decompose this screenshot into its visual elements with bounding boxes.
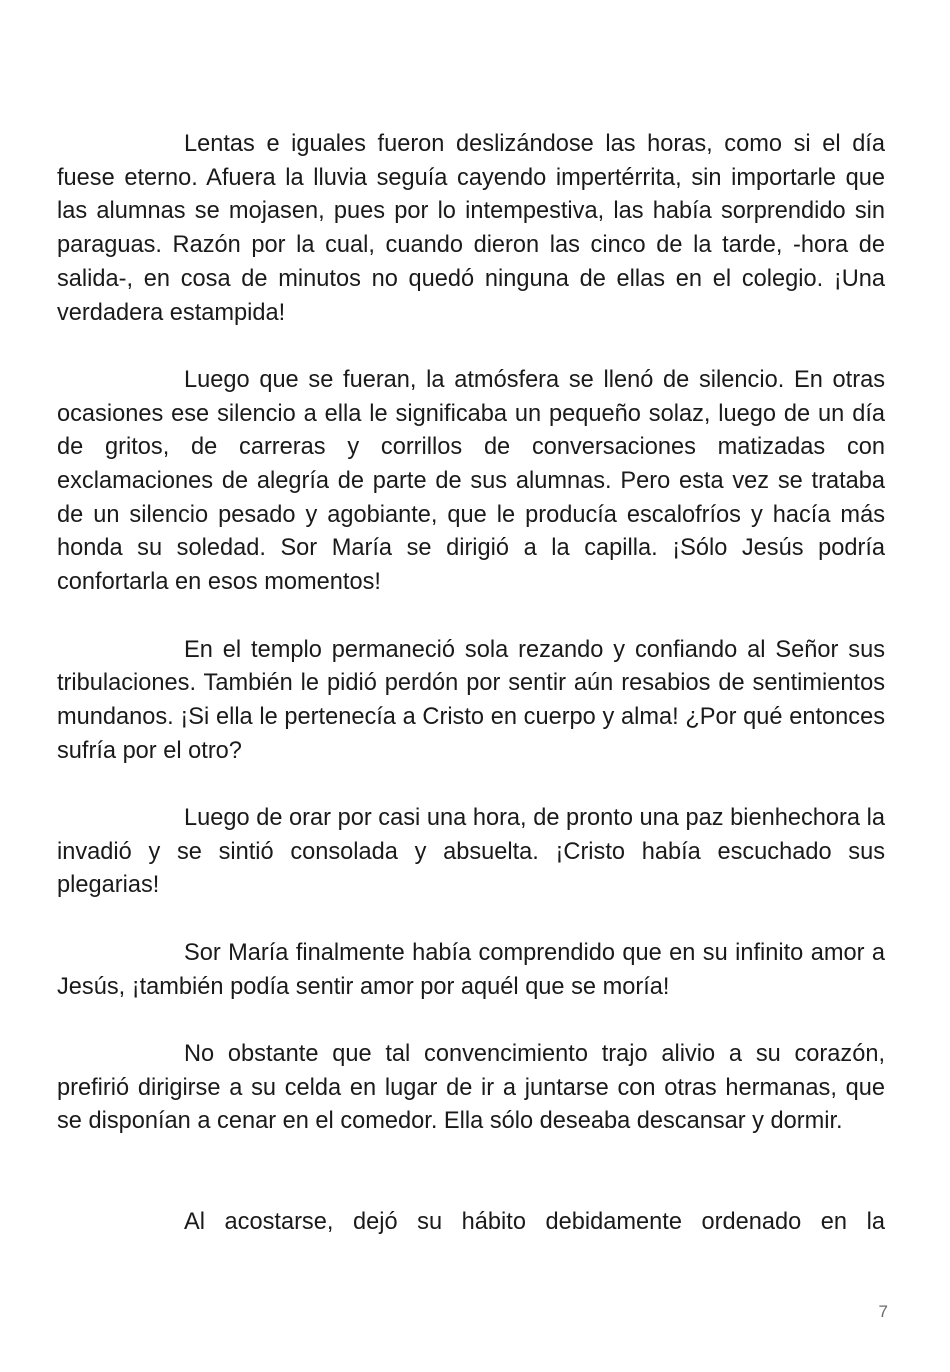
paragraph: Al acostarse, dejó su hábito debidamente ordenado en la [184, 1209, 885, 1236]
paragraph: En el templo permaneció sola rezando y confiando al Señor sus tribulaciones. También le pidió perdón por sentir aún resabios de sentimientos mundanos. ¡Si ella le pertenecía a Cristo en cuerpo y alma! ¿Por qué entonces sufría por el otro? [57, 636, 885, 764]
paragraph: No obstante que tal convencimiento trajo alivio a su corazón, prefirió dirigirse a su celda en lugar de ir a juntarse con otras hermanas, que se disponían a cenar en el comedor. Ella sólo deseaba descansar y dormir. [57, 1040, 885, 1135]
paragraph: Luego que se fueran, la atmósfera se llenó de silencio. En otras ocasiones ese silencio a ella le significaba un pequeño solaz, luego de un día de gritos, de carreras y corrillos de conversaciones matizadas con exclamaciones de alegría de parte de sus alumnas. Pero esta vez se trataba de un silencio pesado y agobiante, que le producía escalofríos y hacía más honda su soledad. Sor María se dirigió a la capilla. ¡Sólo Jesús podría confortarla en esos momentos! [57, 366, 885, 596]
page-number: 7 [878, 1302, 888, 1321]
page-body [57, 128, 885, 1273]
paragraph: Lentas e iguales fueron deslizándose las horas, como si el día fuese eterno. Afuera la lluvia seguía cayendo impertérrita, sin importarle que las alumnas se mojasen, pues por lo intempestiva, las había sorprendido sin paraguas. Razón por la cual, cuando dieron las cinco de la tarde, -hora de salida-, en cosa de minutos no quedó ninguna de ellas en el colegio. ¡Una verdadera estampida! [57, 131, 885, 326]
paragraph: Luego de orar por casi una hora, de pronto una paz bienhechora la invadió y se sintió consolada y absuelta. ¡Cristo había escuchado sus plegarias! [57, 805, 885, 899]
paragraph: Sor María finalmente había comprendido que en su infinito amor a Jesús, ¡también podía sentir amor por aquél que se moría! [57, 939, 885, 1000]
